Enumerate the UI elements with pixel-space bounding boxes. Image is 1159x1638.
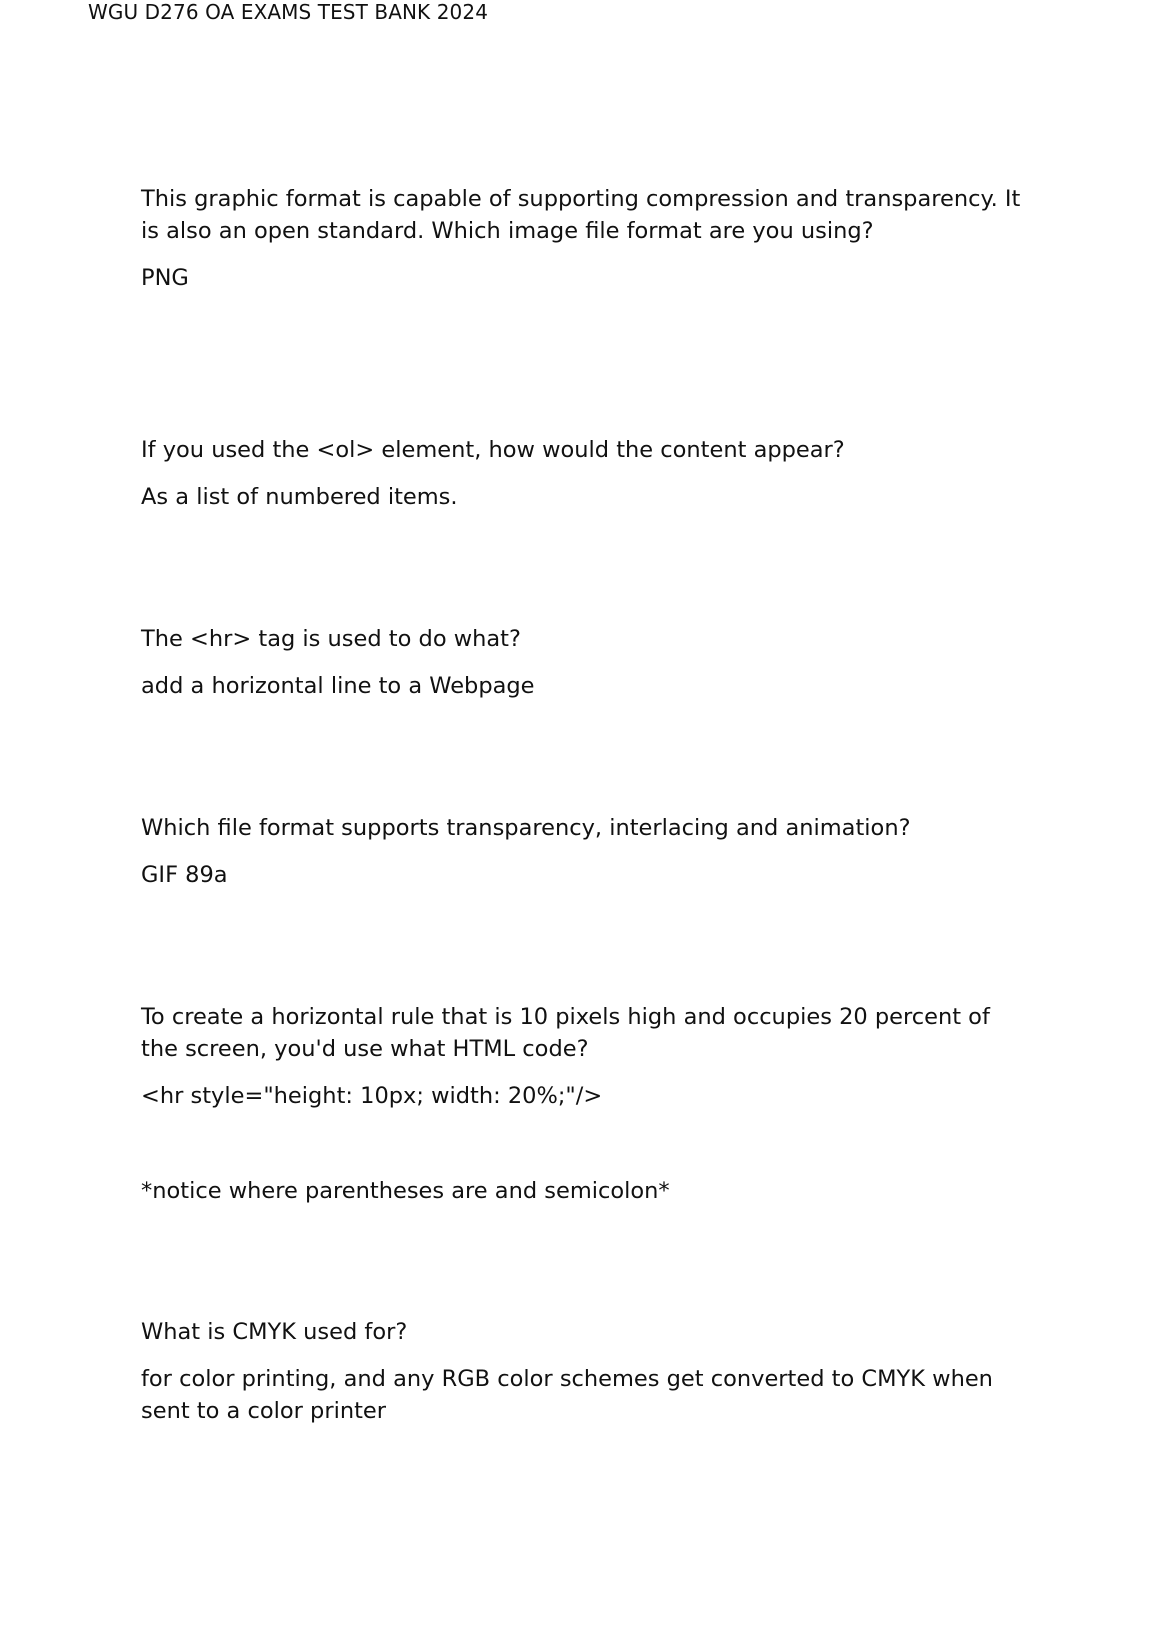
note-text: *notice where parentheses are and semicolon* [141, 1178, 670, 1204]
question-text: What is CMYK used for? [141, 1319, 408, 1345]
question-text: Which file format supports transparency, interlacing and animation? [141, 815, 911, 841]
answer-text: for color printing, and any RGB color schemes get converted to CMYK when sent to a color printer [141, 1366, 993, 1424]
qa-item [141, 812, 1021, 891]
qa-item [141, 434, 1021, 513]
question-text: To create a horizontal rule that is 10 pixels high and occupies 20 percent of the screen, you'd use what HTML code? [141, 1004, 990, 1062]
answer-text: As a list of numbered items. [141, 484, 458, 510]
qa-item [141, 183, 1021, 294]
page-header-title: WGU D276 OA EXAMS TEST BANK 2024 [88, 0, 489, 24]
answer-text: PNG [141, 265, 189, 291]
question-text: The <hr> tag is used to do what? [141, 626, 521, 652]
qa-item [141, 1001, 1021, 1207]
answer-text: add a horizontal line to a Webpage [141, 673, 535, 699]
answer-text: GIF 89a [141, 862, 228, 888]
question-text: This graphic format is capable of supporting compression and transparency. It is also an open standard. Which image file format are you using? [141, 186, 1021, 244]
question-text: If you used the <ol> element, how would the content appear? [141, 437, 845, 463]
qa-item [141, 623, 1021, 702]
answer-text: <hr style="height: 10px; width: 20%;"/> [141, 1083, 603, 1109]
qa-item [141, 1316, 1021, 1427]
